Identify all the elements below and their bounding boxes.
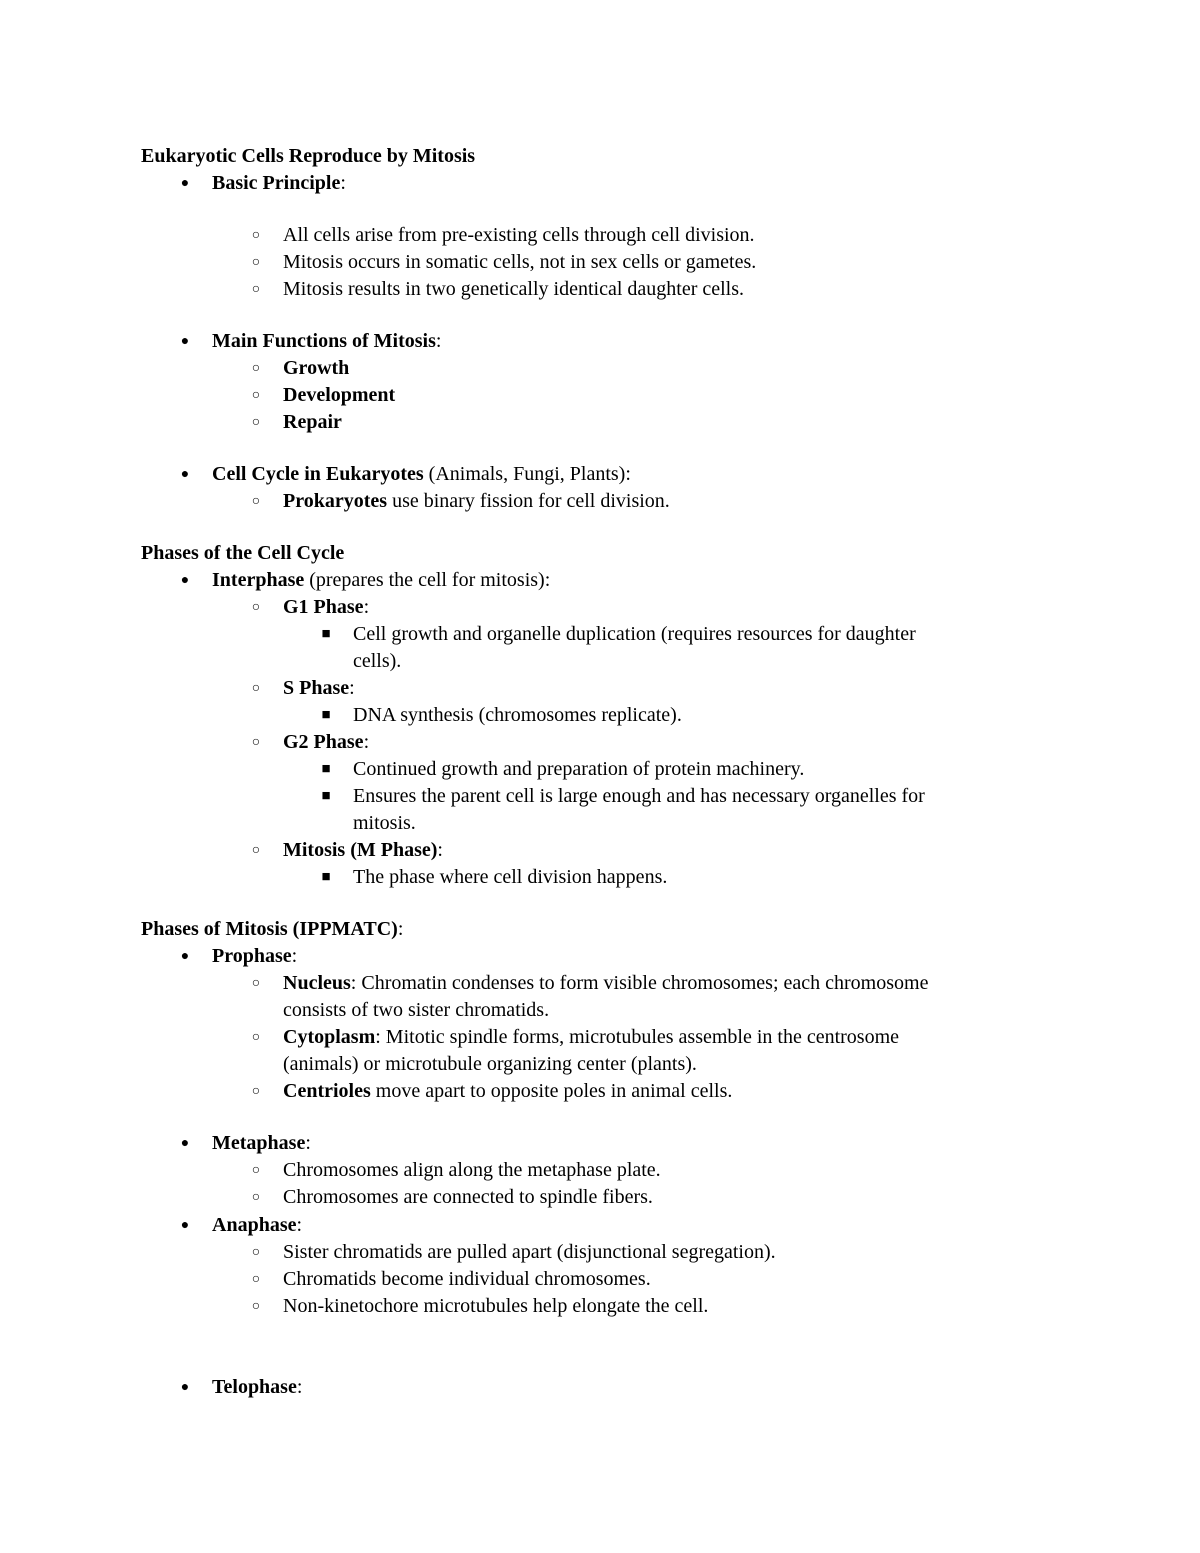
item-colon: : [305, 1132, 311, 1154]
item-colon: : [363, 731, 370, 753]
section-title-cell-cycle: Phases of the Cell Cycle [141, 542, 345, 564]
list-item-cell-cycle [212, 461, 631, 488]
list-item-interphase [212, 567, 550, 594]
item-label: Telophase [212, 1376, 297, 1398]
bullet-circle-icon: ○ [251, 1030, 261, 1045]
bullet-square-icon: ■ [321, 626, 331, 642]
bullet-circle-icon: ○ [251, 681, 261, 696]
bullet-circle-icon: ○ [251, 1245, 261, 1260]
bullet-square-icon: ■ [321, 788, 331, 804]
list-item-prophase [212, 943, 297, 970]
bullet-circle-icon: ○ [251, 1084, 261, 1099]
bullet-circle-icon: ○ [251, 735, 261, 750]
item-text: : Mitotic spindle forms, microtubules assemble in the centrosome [375, 1026, 900, 1048]
list-item: All cells arise from pre-existing cells through cell division. [283, 224, 755, 246]
list-item: Chromatids become individual chromosomes. [283, 1268, 651, 1290]
list-item-anaphase [212, 1212, 302, 1239]
title-text: Phases of Mitosis (IPPMATC) [141, 918, 398, 940]
bullet-circle-icon: ○ [251, 976, 261, 991]
list-item-s-phase [283, 675, 355, 702]
item-label: Anaphase [212, 1214, 297, 1236]
item-colon: : [296, 1214, 303, 1236]
list-item: Mitosis occurs in somatic cells, not in sex cells or gametes. [283, 251, 757, 273]
list-item-g1-phase [283, 594, 369, 621]
item-colon: : [435, 330, 442, 352]
item-colon: : [437, 839, 443, 861]
bullet-circle-icon: ○ [251, 282, 261, 297]
list-item: DNA synthesis (chromosomes replicate). [353, 704, 682, 726]
title-colon: : [397, 918, 404, 940]
bullet-square-icon: ■ [321, 761, 331, 777]
bullet-circle-icon: ○ [251, 843, 261, 858]
item-text: use binary fission for cell division. [387, 490, 670, 512]
list-item-main-functions [212, 328, 441, 355]
bullet-disc-icon: ● [180, 176, 190, 191]
list-item-centrioles [283, 1078, 732, 1105]
item-label: Mitosis (M Phase) [283, 839, 438, 861]
list-item: Mitosis results in two genetically identical daughter cells. [283, 278, 745, 300]
list-item-repair: Repair [283, 411, 342, 433]
list-item-continuation: cells). [353, 650, 402, 672]
list-item: Cell growth and organelle duplication (requires resources for daughter [353, 623, 916, 645]
item-colon: : [363, 596, 370, 618]
item-colon: : [340, 172, 346, 194]
bullet-circle-icon: ○ [251, 361, 261, 376]
list-item: Ensures the parent cell is large enough and has necessary organelles for [353, 785, 925, 807]
bullet-circle-icon: ○ [251, 600, 261, 615]
list-item-continuation: mitosis. [353, 812, 416, 834]
list-item: Non-kinetochore microtubules help elongate the cell. [283, 1295, 709, 1317]
list-item: Continued growth and preparation of protein machinery. [353, 758, 805, 780]
bullet-disc-icon: ● [180, 1380, 190, 1395]
list-item: Sister chromatids are pulled apart (disjunctional segregation). [283, 1241, 776, 1263]
bullet-disc-icon: ● [180, 467, 190, 482]
bullet-circle-icon: ○ [251, 415, 261, 430]
bullet-circle-icon: ○ [251, 1163, 261, 1178]
item-label: Interphase [212, 569, 305, 591]
list-item-development: Development [283, 384, 396, 406]
bullet-circle-icon: ○ [251, 255, 261, 270]
item-label: G2 Phase [283, 731, 364, 753]
bullet-circle-icon: ○ [251, 1299, 261, 1314]
bullet-disc-icon: ● [180, 334, 190, 349]
item-label: Centrioles [283, 1080, 371, 1102]
item-label: Basic Principle [212, 172, 341, 194]
item-label: S Phase [283, 677, 350, 699]
list-item-basic-principle [212, 170, 346, 197]
item-text: move apart to opposite poles in animal cells. [370, 1080, 733, 1102]
list-item-telophase [212, 1374, 302, 1401]
bullet-disc-icon: ● [180, 1136, 190, 1151]
bullet-circle-icon: ○ [251, 388, 261, 403]
bullet-disc-icon: ● [180, 573, 190, 588]
list-item-metaphase [212, 1130, 311, 1157]
item-label: Metaphase [212, 1132, 306, 1154]
list-item: Chromosomes are connected to spindle fibers. [283, 1186, 653, 1208]
list-item-continuation: consists of two sister chromatids. [283, 999, 550, 1021]
list-item-m-phase [283, 837, 443, 864]
item-label: Prokaryotes [283, 490, 388, 512]
list-item-g2-phase [283, 729, 369, 756]
item-label: Cytoplasm [283, 1026, 376, 1048]
item-label: Nucleus [283, 972, 351, 994]
item-label: Cell Cycle in Eukaryotes [212, 463, 424, 485]
item-label: Main Functions of Mitosis [212, 330, 436, 352]
item-text: (prepares the cell for mitosis): [304, 569, 551, 591]
section-title-mitosis: Eukaryotic Cells Reproduce by Mitosis [141, 145, 476, 167]
section-title-mitosis-phases [141, 916, 403, 943]
list-item-prokaryotes [283, 488, 670, 515]
bullet-circle-icon: ○ [251, 1190, 261, 1205]
item-label: G1 Phase [283, 596, 364, 618]
list-item-cytoplasm [283, 1024, 899, 1051]
bullet-circle-icon: ○ [251, 1272, 261, 1287]
bullet-square-icon: ■ [321, 869, 331, 885]
bullet-circle-icon: ○ [251, 228, 261, 243]
bullet-disc-icon: ● [180, 949, 190, 964]
list-item-nucleus [283, 970, 928, 997]
item-label: Prophase [212, 945, 292, 967]
list-item: The phase where cell division happens. [353, 866, 668, 888]
item-colon: : [349, 677, 355, 699]
list-item-growth: Growth [283, 357, 350, 379]
bullet-square-icon: ■ [321, 707, 331, 723]
item-text: : Chromatin condenses to form visible chromosomes; each chromosome [350, 972, 929, 994]
list-item: Chromosomes align along the metaphase plate. [283, 1159, 661, 1181]
bullet-disc-icon: ● [180, 1218, 190, 1233]
item-colon: : [296, 1376, 303, 1398]
bullet-circle-icon: ○ [251, 494, 261, 509]
item-colon: : [291, 945, 298, 967]
list-item-continuation: (animals) or microtubule organizing center (plants). [283, 1053, 697, 1075]
item-text: (Animals, Fungi, Plants): [423, 463, 631, 485]
